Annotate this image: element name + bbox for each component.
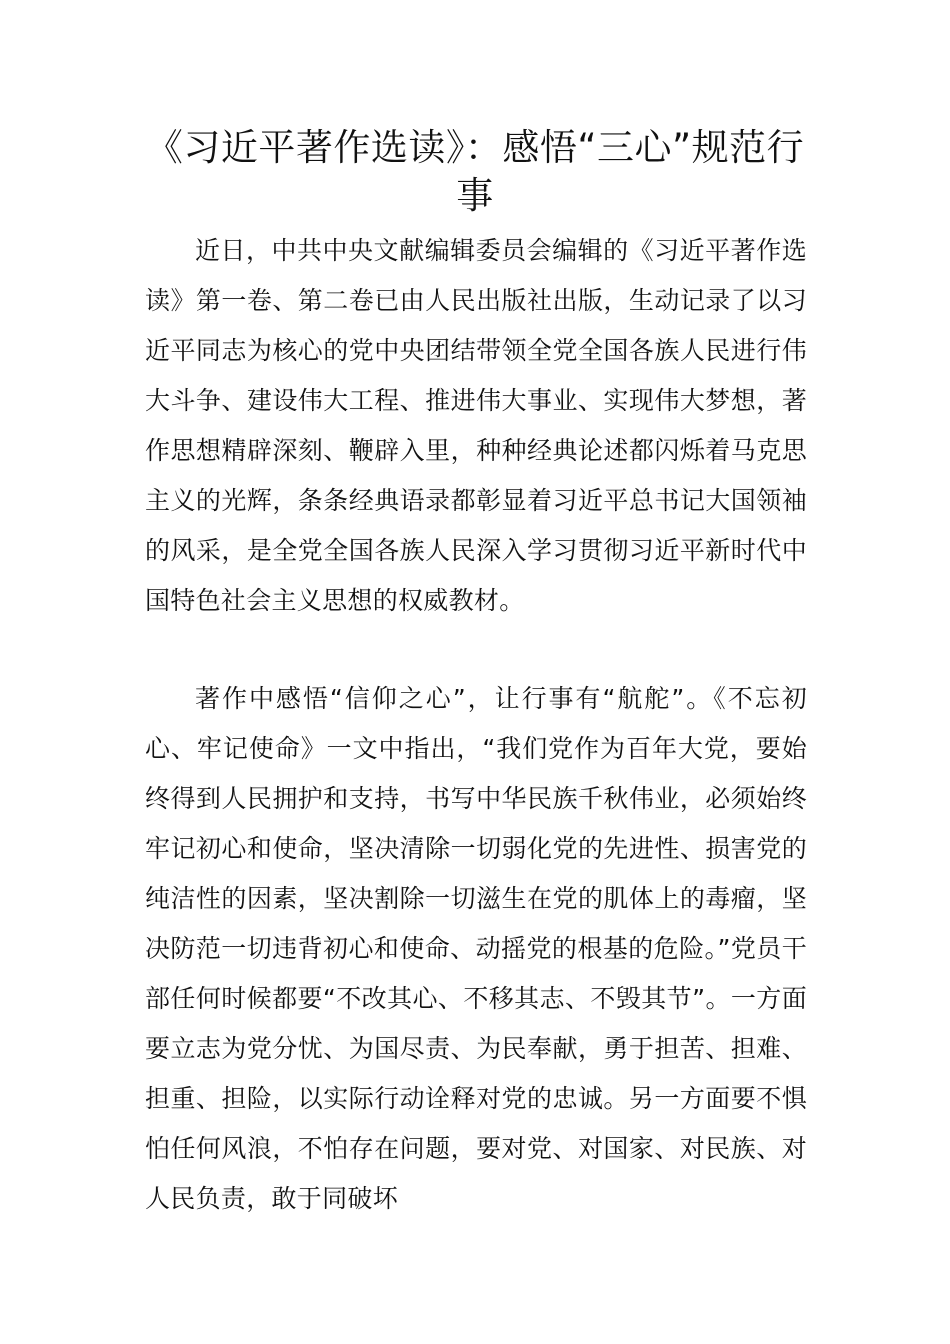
document-title: 《习近平著作选读》：感悟“三心”规范行事 bbox=[145, 126, 805, 217]
paragraph-faith: 著作中感悟“信仰之心”，让行事有“航舵”。《不忘初心、牢记使命》一文中指出，“我们党作为百年大党，要始终得到人民拥护和支持，书写中华民族千秋伟业，必须始终牢记初心和使命，坚决清除一切弱化党的先进性、损害党的纯洁性的因素，坚决割除一切滋生在党的肌体上的毒瘤，坚决防范一切违背初心和使命、动摇党的根基的危险。”党员干部任何时候都要“不改其心、不移其志、不毁其节”。一方面要立志为党分忧、为国尽责、为民奉献，勇于担苦、担难、担重、担险，以实际行动诠释对党的忠诚。另一方面要不惧怕任何风浪，不怕存在问题，要对党、对国家、对民族、对人民负责，敢于同破坏 bbox=[145, 684, 807, 1213]
paragraph-intro: 近日，中共中央文献编辑委员会编辑的《习近平著作选读》第一卷、第二卷已由人民出版社出版，生动记录了以习近平同志为核心的党中央团结带领全党全国各族人民进行伟大斗争、建设伟大工程、推进伟大事业、实现伟大梦想，著作思想精辟深刻、鞭辟入里，种种经典论述都闪烁着马克思主义的光辉，条条经典语录都彰显着习近平总书记大国领袖的风采，是全党全国各族人民深入学习贯彻习近平新时代中国特色社会主义思想的权威教材。 bbox=[145, 236, 807, 615]
